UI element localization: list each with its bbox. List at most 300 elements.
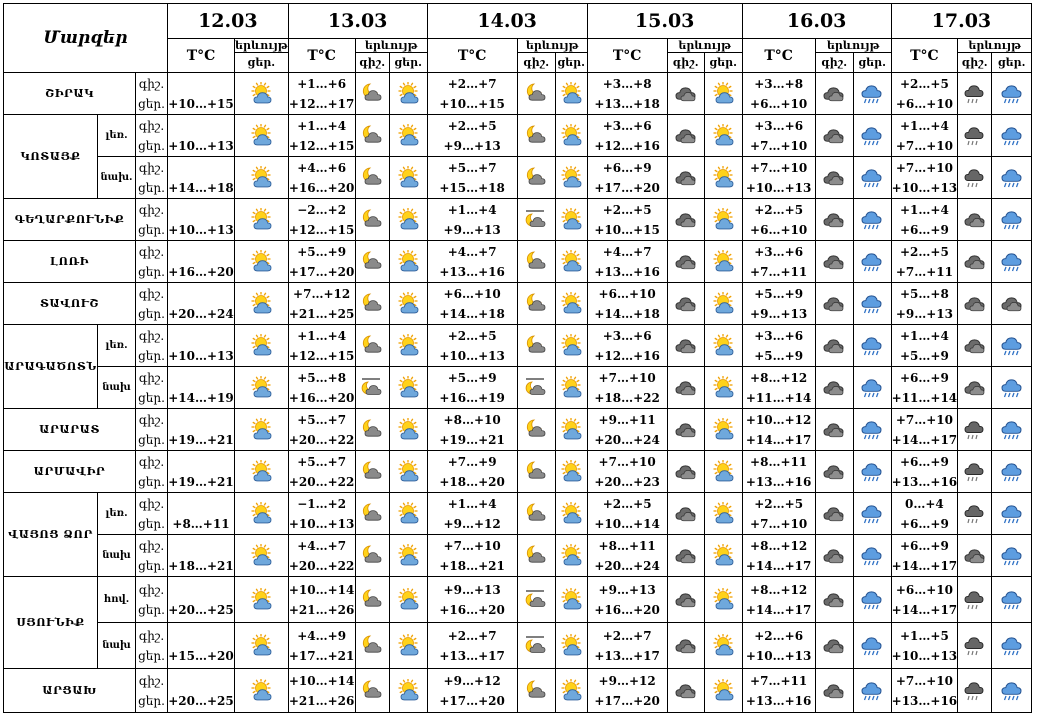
temp-day: +8…+11 bbox=[172, 516, 230, 531]
region-name: ԱՐԱԳԱԾՈՏՆ bbox=[4, 325, 98, 409]
weather-moon-cloud-icon bbox=[355, 451, 389, 493]
temp-day: +16…+19 bbox=[439, 390, 505, 405]
phenomenon-header: երևույթ bbox=[517, 39, 587, 53]
weather-sun-cloud-icon bbox=[389, 577, 427, 623]
temp-day: +9…+13 bbox=[443, 222, 501, 237]
day-label: ցեր. bbox=[138, 96, 165, 111]
temp-night: +4…+9 bbox=[297, 628, 347, 643]
temp-night: +3…+6 bbox=[754, 328, 804, 343]
temp-night: +3…+6 bbox=[754, 118, 804, 133]
temp-cell bbox=[891, 241, 958, 283]
temp-cell bbox=[587, 73, 667, 115]
temp-cell bbox=[891, 409, 958, 451]
temp-night: +1…+4 bbox=[447, 202, 497, 217]
temp-day: +10…+13 bbox=[745, 648, 812, 663]
weather-rain-icon bbox=[992, 157, 1032, 199]
day-header-12: 12.03 bbox=[168, 4, 289, 39]
temp-day: +18…+21 bbox=[168, 558, 234, 573]
temp-cell bbox=[288, 535, 355, 577]
region-row bbox=[4, 199, 1032, 241]
night-label: գիշ. bbox=[138, 582, 165, 597]
temp-day: +9…+13 bbox=[895, 306, 953, 321]
temp-night: +7…+10 bbox=[598, 454, 656, 469]
weather-storm-icon bbox=[958, 577, 992, 623]
weather-cloud-icon bbox=[667, 535, 704, 577]
day-header-14: 14.03 bbox=[427, 4, 587, 39]
temp-cell bbox=[742, 367, 815, 409]
temp-cell bbox=[427, 451, 517, 493]
temp-night: +2…+5 bbox=[602, 202, 652, 217]
weather-sun-cloud-icon bbox=[704, 451, 742, 493]
region-name: ՇԻՐԱԿ bbox=[4, 73, 136, 115]
weather-cloud-icon bbox=[815, 535, 853, 577]
weather-moon-cloud-icon bbox=[355, 409, 389, 451]
weather-cloud-icon bbox=[815, 493, 853, 535]
temp-cell bbox=[742, 241, 815, 283]
weather-sun-cloud-icon bbox=[704, 283, 742, 325]
weather-sun-cloud-icon bbox=[389, 199, 427, 241]
weather-sun-cloud-icon bbox=[389, 73, 427, 115]
temp-day: +13…+16 bbox=[891, 693, 958, 708]
region-name: ԱՐՑԱԽ bbox=[4, 669, 136, 713]
temp-cell bbox=[891, 493, 958, 535]
weather-rain-icon bbox=[853, 199, 891, 241]
temp-night: +6…+9 bbox=[602, 160, 652, 175]
temp-day: +10…+13 bbox=[439, 348, 505, 363]
temp-cell bbox=[288, 577, 355, 623]
temp-night: +8…+12 bbox=[750, 582, 808, 597]
night-label: գիշ. bbox=[138, 412, 165, 427]
temp-day: +14…+17 bbox=[891, 432, 958, 447]
weather-cloud-icon bbox=[958, 241, 992, 283]
region-row bbox=[4, 115, 1032, 157]
temp-night: +5…+9 bbox=[297, 244, 347, 259]
weather-sun-cloud-icon bbox=[235, 283, 289, 325]
temp-cell bbox=[742, 451, 815, 493]
weather-storm-icon bbox=[958, 157, 992, 199]
night-subheader: գիշ. bbox=[667, 53, 704, 73]
weather-moon-cloud-icon bbox=[517, 535, 555, 577]
temp-night: +2…+5 bbox=[447, 118, 497, 133]
day-label: ցեր. bbox=[138, 180, 165, 195]
temp-cell bbox=[168, 451, 235, 493]
temp-day: +20…+24 bbox=[594, 558, 660, 573]
temp-day: +12…+15 bbox=[288, 222, 355, 237]
subregion-name: նախ bbox=[98, 535, 136, 577]
region-name: ԱՐՄԱՎԻՐ bbox=[4, 451, 136, 493]
phenomenon-header: երևույթ bbox=[235, 39, 288, 52]
night-label: գիշ. bbox=[138, 202, 165, 217]
weather-sun-cloud-icon bbox=[555, 623, 587, 669]
temp-cell bbox=[288, 283, 355, 325]
weather-sun-cloud-icon bbox=[389, 451, 427, 493]
weather-sun-cloud-icon bbox=[555, 241, 587, 283]
weather-cloud-icon bbox=[815, 199, 853, 241]
temp-day: +21…+26 bbox=[288, 602, 355, 617]
weather-sun-cloud-icon bbox=[389, 115, 427, 157]
temp-cell bbox=[891, 577, 958, 623]
temp-day: +14…+17 bbox=[891, 558, 958, 573]
temp-cell bbox=[742, 409, 815, 451]
temp-day: +16…+20 bbox=[288, 180, 355, 195]
temp-cell bbox=[587, 535, 667, 577]
weather-rain-icon bbox=[853, 623, 891, 669]
temp-day: +10…+13 bbox=[745, 180, 812, 195]
temp-cell bbox=[891, 199, 958, 241]
temp-day: +6…+10 bbox=[750, 222, 808, 237]
temp-cell bbox=[587, 493, 667, 535]
day-subheader: ցեր. bbox=[704, 53, 742, 73]
weather-sun-cloud-icon bbox=[704, 115, 742, 157]
weather-sun-cloud-icon bbox=[389, 241, 427, 283]
weather-sun-cloud-icon bbox=[704, 367, 742, 409]
weather-moon-cloud-icon bbox=[517, 73, 555, 115]
temp-header: T°C bbox=[288, 39, 355, 73]
subregion-name: հով. bbox=[98, 577, 136, 623]
day-header-17: 17.03 bbox=[891, 4, 1032, 39]
night-label: գիշ. bbox=[138, 673, 165, 688]
temp-cell bbox=[168, 325, 235, 367]
region-row bbox=[4, 623, 1032, 669]
temp-cell bbox=[742, 73, 815, 115]
night-day-labels bbox=[136, 623, 168, 669]
regions-header: Մարզեր bbox=[4, 4, 168, 73]
temp-cell bbox=[587, 283, 667, 325]
temp-cell bbox=[427, 409, 517, 451]
weather-sun-cloud-icon bbox=[704, 535, 742, 577]
weather-moon-cloud-icon bbox=[517, 409, 555, 451]
temp-day: +13…+16 bbox=[594, 264, 660, 279]
region-row bbox=[4, 409, 1032, 451]
temp-night: +3…+8 bbox=[754, 76, 804, 91]
temp-day: +18…+21 bbox=[439, 558, 505, 573]
weather-storm-icon bbox=[958, 623, 992, 669]
temp-night: +2…+6 bbox=[754, 628, 804, 643]
temp-night: +7…+10 bbox=[895, 673, 953, 688]
region-name: ԼՈՌԻ bbox=[4, 241, 136, 283]
day-subheader: ցեր. bbox=[992, 53, 1032, 73]
night-label: գիշ. bbox=[138, 538, 165, 553]
temp-day: +14…+18 bbox=[594, 306, 660, 321]
weather-cloud-icon bbox=[815, 409, 853, 451]
weather-cloud-icon bbox=[815, 157, 853, 199]
temp-day: +21…+26 bbox=[288, 693, 355, 708]
temp-cell bbox=[587, 451, 667, 493]
temp-night: +5…+7 bbox=[447, 160, 497, 175]
night-day-labels bbox=[136, 73, 168, 115]
weather-rain-icon bbox=[992, 535, 1032, 577]
temp-day: +10…+13 bbox=[168, 222, 234, 237]
temp-cell bbox=[742, 283, 815, 325]
weather-storm-icon bbox=[958, 115, 992, 157]
temp-night: +9…+11 bbox=[598, 412, 656, 427]
weather-cloud-icon bbox=[958, 535, 992, 577]
temp-day: +10…+15 bbox=[594, 222, 660, 237]
temp-cell bbox=[168, 199, 235, 241]
temp-day: +13…+17 bbox=[594, 648, 660, 663]
weather-sun-cloud-icon bbox=[235, 157, 289, 199]
temp-day: +14…+18 bbox=[168, 180, 234, 195]
temp-cell bbox=[168, 367, 235, 409]
weather-moon-cloud-icon bbox=[355, 157, 389, 199]
temp-cell bbox=[742, 535, 815, 577]
weather-sun-cloud-icon bbox=[704, 325, 742, 367]
weather-moon-cloud-icon bbox=[355, 115, 389, 157]
weather-cloud-icon bbox=[667, 157, 704, 199]
day-label: ցեր. bbox=[138, 474, 165, 489]
temp-cell bbox=[587, 157, 667, 199]
temp-cell bbox=[587, 325, 667, 367]
weather-sun-cloud-icon bbox=[235, 623, 289, 669]
weather-sun-cloud-icon bbox=[235, 73, 289, 115]
weather-sun-cloud-icon bbox=[704, 241, 742, 283]
temp-cell bbox=[891, 73, 958, 115]
phenomenon-header: երևույթ bbox=[667, 39, 742, 53]
weather-moon-cloud-icon bbox=[355, 623, 389, 669]
temp-night: +4…+7 bbox=[447, 244, 497, 259]
temp-night: +2…+7 bbox=[447, 628, 497, 643]
temp-cell bbox=[587, 409, 667, 451]
temp-header: T°C bbox=[168, 39, 235, 73]
weather-sun-cloud-icon bbox=[555, 493, 587, 535]
temp-night: +10…+12 bbox=[745, 412, 812, 427]
night-day-labels bbox=[136, 535, 168, 577]
temp-cell bbox=[168, 623, 235, 669]
temp-night: +6…+10 bbox=[443, 286, 501, 301]
weather-fog-moon-icon bbox=[517, 623, 555, 669]
temp-day: +11…+14 bbox=[891, 390, 958, 405]
temp-day: +19…+21 bbox=[439, 432, 505, 447]
temp-night: +2…+5 bbox=[447, 328, 497, 343]
day-label: ցեր. bbox=[138, 348, 165, 363]
region-row bbox=[4, 493, 1032, 535]
weather-moon-cloud-icon bbox=[517, 451, 555, 493]
temp-night: +6…+9 bbox=[899, 538, 949, 553]
weather-sun-cloud-icon bbox=[555, 535, 587, 577]
weather-sun-cloud-icon bbox=[555, 367, 587, 409]
temp-day: +14…+17 bbox=[745, 432, 812, 447]
weather-rain-icon bbox=[853, 115, 891, 157]
weather-sun-cloud-icon bbox=[704, 157, 742, 199]
night-day-labels bbox=[136, 199, 168, 241]
temp-day: +17…+20 bbox=[439, 693, 505, 708]
temp-night: +3…+6 bbox=[754, 244, 804, 259]
day-subheader: ցեր. bbox=[555, 53, 587, 73]
weather-rain-icon bbox=[853, 325, 891, 367]
temp-day: +12…+16 bbox=[594, 138, 660, 153]
region-row bbox=[4, 367, 1032, 409]
night-label: գիշ. bbox=[138, 328, 165, 343]
weather-cloud-icon bbox=[667, 283, 704, 325]
weather-cloud-icon bbox=[815, 451, 853, 493]
weather-rain-icon bbox=[992, 367, 1032, 409]
temp-header: T°C bbox=[742, 39, 815, 73]
temp-night: +1…+4 bbox=[297, 328, 347, 343]
weather-sun-cloud-icon bbox=[555, 199, 587, 241]
night-day-labels bbox=[136, 669, 168, 713]
temp-cell bbox=[288, 199, 355, 241]
temp-day: +9…+12 bbox=[443, 516, 501, 531]
temp-night: −1…+2 bbox=[297, 496, 347, 511]
temp-day: +14…+18 bbox=[439, 306, 505, 321]
weather-rain-icon bbox=[992, 73, 1032, 115]
weather-cloud-icon bbox=[667, 623, 704, 669]
temp-day: +14…+17 bbox=[745, 602, 812, 617]
temp-night: +7…+10 bbox=[443, 538, 501, 553]
temp-day: +14…+17 bbox=[745, 558, 812, 573]
temp-day: +7…+11 bbox=[895, 264, 953, 279]
weather-sun-cloud-icon bbox=[704, 409, 742, 451]
weather-moon-cloud-icon bbox=[355, 493, 389, 535]
temp-cell bbox=[168, 73, 235, 115]
temp-day: +20…+24 bbox=[594, 432, 660, 447]
temp-cell bbox=[288, 623, 355, 669]
weather-sun-cloud-icon bbox=[389, 623, 427, 669]
weather-fog-moon-icon bbox=[517, 367, 555, 409]
weather-sun-cloud-icon bbox=[555, 73, 587, 115]
night-day-labels bbox=[136, 577, 168, 623]
temp-night: +5…+9 bbox=[754, 286, 804, 301]
night-day-labels bbox=[136, 241, 168, 283]
temp-night: +9…+13 bbox=[598, 582, 656, 597]
temp-night: +4…+7 bbox=[602, 244, 652, 259]
temp-day: +13…+16 bbox=[745, 693, 812, 708]
temp-day: +19…+21 bbox=[168, 432, 234, 447]
weather-sun-cloud-icon bbox=[555, 669, 587, 713]
temp-night: +2…+7 bbox=[602, 628, 652, 643]
temp-night: +9…+12 bbox=[443, 673, 501, 688]
weather-cloud-icon bbox=[815, 669, 853, 713]
temp-night: 0…+4 bbox=[905, 496, 944, 511]
weather-rain-icon bbox=[992, 241, 1032, 283]
temp-night: +8…+11 bbox=[750, 454, 808, 469]
temp-cell bbox=[587, 199, 667, 241]
temp-cell bbox=[891, 157, 958, 199]
temp-night: +7…+11 bbox=[750, 673, 808, 688]
weather-moon-cloud-icon bbox=[517, 115, 555, 157]
temp-cell bbox=[288, 73, 355, 115]
temp-night: +4…+7 bbox=[297, 538, 347, 553]
weather-sun-cloud-icon bbox=[555, 451, 587, 493]
weather-rain-icon bbox=[992, 115, 1032, 157]
temp-day: +10…+13 bbox=[891, 180, 958, 195]
subregion-name: նախ bbox=[98, 367, 136, 409]
temp-day: +16…+20 bbox=[439, 602, 505, 617]
weather-storm-icon bbox=[958, 451, 992, 493]
temp-cell bbox=[288, 409, 355, 451]
temp-cell bbox=[587, 367, 667, 409]
temp-cell bbox=[427, 73, 517, 115]
temp-day: +9…+13 bbox=[750, 306, 808, 321]
weather-sun-cloud-icon bbox=[389, 367, 427, 409]
temp-cell bbox=[168, 535, 235, 577]
phenomenon-header: երևույթ bbox=[355, 39, 427, 53]
weather-sun-cloud-icon bbox=[235, 325, 289, 367]
weather-cloud-icon bbox=[958, 199, 992, 241]
weather-moon-cloud-icon bbox=[355, 241, 389, 283]
weather-sun-cloud-icon bbox=[235, 535, 289, 577]
day-subheader: ցեր. bbox=[235, 53, 289, 73]
region-name: ՎԱՅՈՑ ՁՈՐ bbox=[4, 493, 98, 577]
temp-night: +7…+9 bbox=[447, 454, 497, 469]
weather-moon-cloud-icon bbox=[355, 535, 389, 577]
temp-day: +16…+20 bbox=[594, 602, 660, 617]
temp-night: +1…+4 bbox=[899, 328, 949, 343]
day-label: ցեր. bbox=[138, 516, 165, 531]
weather-rain-icon bbox=[992, 451, 1032, 493]
temp-night: +8…+11 bbox=[598, 538, 656, 553]
temp-cell bbox=[891, 451, 958, 493]
temp-day: +6…+10 bbox=[895, 96, 953, 111]
temp-day: +6…+10 bbox=[750, 96, 808, 111]
night-label: գիշ. bbox=[138, 286, 165, 301]
phenomenon-header: երևույթ bbox=[958, 39, 1032, 53]
temp-cell bbox=[288, 115, 355, 157]
weather-sun-cloud-icon bbox=[389, 283, 427, 325]
temp-night: +8…+12 bbox=[750, 370, 808, 385]
weather-sun-cloud-icon bbox=[389, 325, 427, 367]
temp-header: T°C bbox=[587, 39, 667, 73]
weather-cloud-icon bbox=[667, 115, 704, 157]
weather-cloud-icon bbox=[667, 669, 704, 713]
weather-cloud-icon bbox=[815, 577, 853, 623]
temp-day: +7…+10 bbox=[895, 138, 953, 153]
weather-rain-icon bbox=[992, 623, 1032, 669]
region-name: ՏԱՎՈՒՇ bbox=[4, 283, 136, 325]
temp-night: +6…+10 bbox=[598, 286, 656, 301]
weather-moon-cloud-icon bbox=[517, 283, 555, 325]
weather-storm-icon bbox=[958, 73, 992, 115]
weather-sun-cloud-icon bbox=[389, 493, 427, 535]
temp-cell bbox=[288, 241, 355, 283]
temp-night: +7…+10 bbox=[598, 370, 656, 385]
temp-cell bbox=[427, 535, 517, 577]
temp-day: +17…+20 bbox=[594, 180, 660, 195]
region-name: ԱՐԱՐԱՏ bbox=[4, 409, 136, 451]
region-name: ՍՅՈՒՆԻՔ bbox=[4, 577, 98, 669]
weather-sun-cloud-icon bbox=[235, 493, 289, 535]
temp-day: +7…+11 bbox=[750, 264, 808, 279]
weather-rain-icon bbox=[853, 73, 891, 115]
temp-cell bbox=[427, 577, 517, 623]
weather-sun-cloud-icon bbox=[704, 493, 742, 535]
day-label: ցեր. bbox=[138, 222, 165, 237]
weather-sun-cloud-icon bbox=[235, 115, 289, 157]
weather-cloud-icon bbox=[815, 325, 853, 367]
temp-day: +13…+17 bbox=[439, 648, 505, 663]
weather-rain-icon bbox=[992, 325, 1032, 367]
weather-moon-cloud-icon bbox=[355, 73, 389, 115]
weather-cloud-icon bbox=[815, 73, 853, 115]
day-label: ցեր. bbox=[138, 432, 165, 447]
temp-night: +2…+5 bbox=[899, 244, 949, 259]
temp-day: +20…+22 bbox=[288, 474, 355, 489]
temp-day: +17…+20 bbox=[288, 264, 355, 279]
day-label: ցեր. bbox=[138, 602, 165, 617]
temp-night: +5…+9 bbox=[447, 370, 497, 385]
weather-cloud-icon bbox=[667, 199, 704, 241]
weather-sun-cloud-icon bbox=[555, 157, 587, 199]
temp-cell bbox=[427, 157, 517, 199]
weather-sun-cloud-icon bbox=[235, 451, 289, 493]
temp-day: +10…+13 bbox=[168, 348, 234, 363]
day-header-16: 16.03 bbox=[742, 4, 891, 39]
night-day-labels bbox=[136, 451, 168, 493]
region-row bbox=[4, 73, 1032, 115]
weather-sun-cloud-icon bbox=[555, 115, 587, 157]
temp-cell bbox=[891, 535, 958, 577]
weather-cloud-icon bbox=[667, 73, 704, 115]
